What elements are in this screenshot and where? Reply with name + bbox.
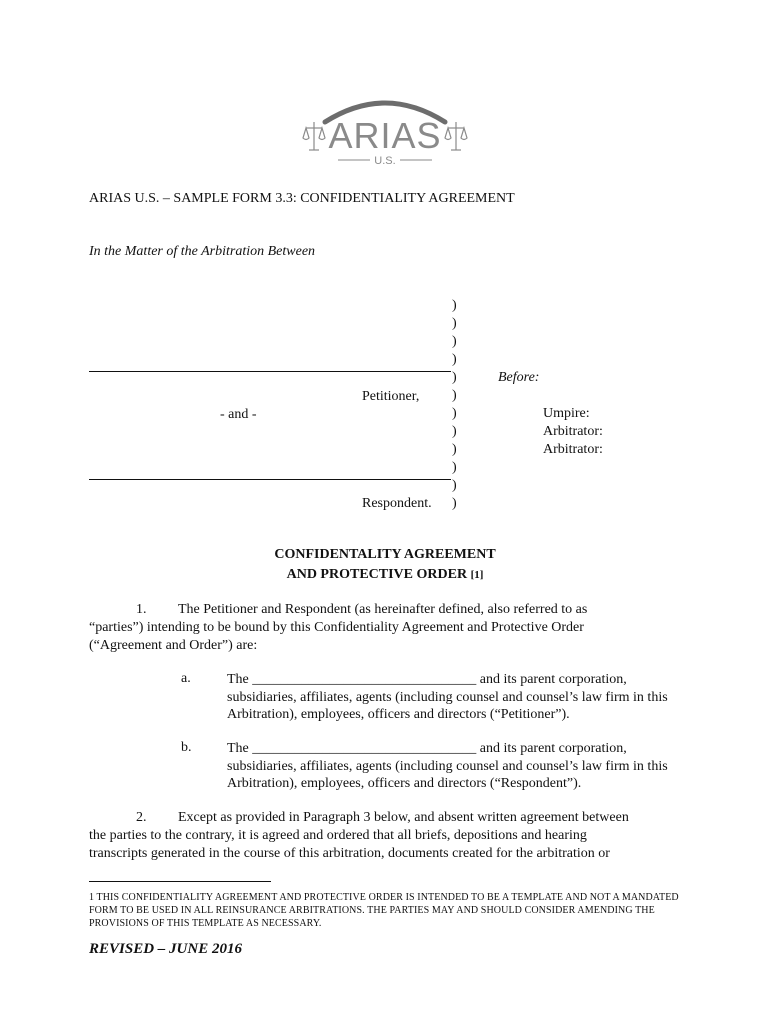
agreement-subheading	[0, 567, 770, 583]
caption-paren: )	[452, 478, 457, 493]
caption-paren: )	[452, 370, 457, 385]
paragraph-text: the parties to the contrary, it is agreed and ordered that all briefs, depositions and hearing	[89, 828, 587, 843]
caption-paren: )	[452, 406, 457, 421]
item-label: b.	[181, 740, 192, 755]
caption-paren: )	[452, 460, 457, 475]
paragraph-text: transcripts generated in the course of this arbitration, documents created for the arbitration or	[89, 846, 610, 861]
svg-text:U.S.: U.S.	[374, 155, 396, 167]
arbitrator-label: Arbitrator:	[543, 424, 603, 439]
caption-paren: )	[452, 298, 457, 313]
caption-paren: )	[452, 352, 457, 367]
caption-paren: )	[452, 424, 457, 439]
arias-logo-graphic	[300, 92, 470, 172]
petitioner-label: Petitioner,	[362, 389, 420, 404]
footnote: 1 THIS CONFIDENTIALITY AGREEMENT AND PROTECTIVE ORDER IS INTENDED TO BE A TEMPLATE AND NOT A MANDATED FORM TO BE USED IN ALL REINSURANCE ARBITRATIONS. THE PARTIES MAY AND SHOULD CONSIDER AMENDING THE PROVISIONS OF THIS TEMPLATE AS NECESSARY.	[89, 892, 679, 929]
respondent-line	[89, 479, 451, 480]
matter-caption: In the Matter of the Arbitration Between	[89, 244, 316, 259]
paragraph-1	[89, 601, 679, 655]
caption-paren: )	[452, 388, 457, 403]
item-text: The ________________________________ and its parent corporation, subsidiaries, affiliates, agents (including counsel and counsel’s law firm in this Arbitration), employees, officers and directors (“Petitioner”).	[227, 672, 668, 722]
caption-paren: )	[452, 334, 457, 349]
svg-text:ARIAS: ARIAS	[328, 115, 442, 156]
agreement-heading: CONFIDENTALITY AGREEMENT	[274, 547, 496, 562]
item-text: The ________________________________ and its parent corporation, subsidiaries, affiliates, agents (including counsel and counsel’s law firm in this Arbitration), employees, officers and directors (“Respondent”).	[227, 741, 668, 791]
caption-paren: )	[452, 496, 457, 511]
before-label: Before:	[498, 370, 540, 385]
respondent-label: Respondent.	[362, 496, 432, 511]
paragraph-number: 1.	[136, 602, 147, 617]
subheading-text: AND PROTECTIVE ORDER	[286, 567, 468, 582]
revised-date: REVISED – JUNE 2016	[89, 941, 242, 957]
footnote-rule	[89, 881, 271, 882]
paragraph-text: “parties”) intending to be bound by this Confidentiality Agreement and Protective Order	[89, 620, 584, 635]
arias-logo	[300, 92, 470, 172]
document-title: ARIAS U.S. – SAMPLE FORM 3.3: CONFIDENTIALITY AGREEMENT	[89, 191, 515, 206]
umpire-label: Umpire:	[543, 406, 590, 421]
caption-paren: )	[452, 316, 457, 331]
and-label: - and -	[220, 407, 257, 422]
item-label: a.	[181, 671, 191, 686]
paragraph-2	[89, 809, 679, 863]
caption-paren: )	[452, 442, 457, 457]
paragraph-text: The Petitioner and Respondent (as hereinafter defined, also referred to as	[178, 602, 588, 617]
arbitrator-label: Arbitrator:	[543, 442, 603, 457]
paragraph-number: 2.	[136, 810, 147, 825]
petitioner-line	[89, 371, 451, 372]
footnote-ref: [1]	[470, 569, 484, 581]
paragraph-text: Except as provided in Paragraph 3 below, and absent written agreement between	[178, 810, 629, 825]
paragraph-text: (“Agreement and Order”) are:	[89, 638, 258, 653]
